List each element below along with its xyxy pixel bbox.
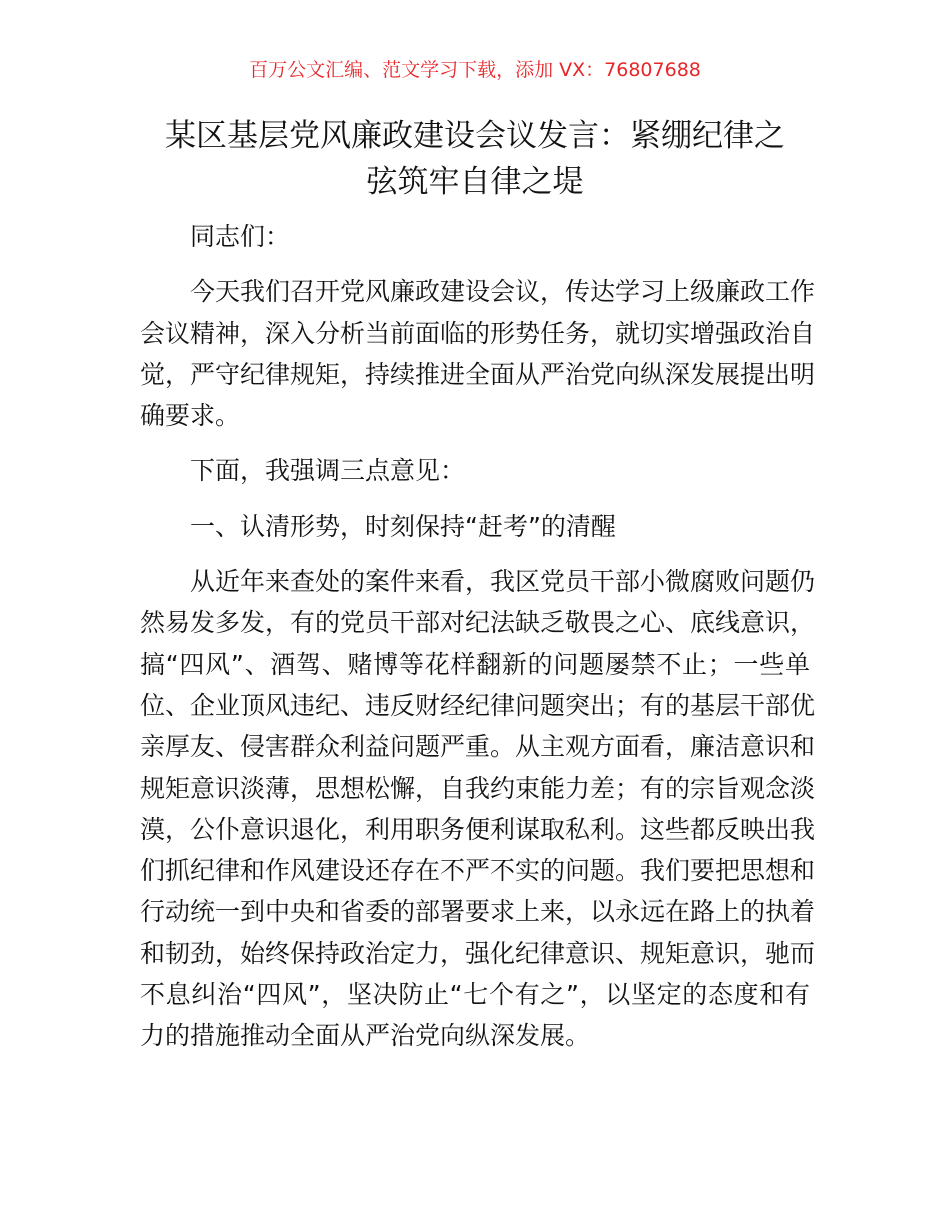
paragraph-line: 和韧劲，始终保持政治定力，强化纪律意识、规矩意识，驰而 [140, 938, 816, 968]
paragraph-line: 从近年来查处的案件来看，我区党员干部小微腐败问题仍 [190, 567, 816, 597]
paragraph-line: 规矩意识淡薄，思想松懈，自我约束能力差；有的宗旨观念淡 [140, 773, 816, 803]
document-title [100, 113, 850, 205]
paragraph-line: 然易发多发，有的党员干部对纪法缺乏敬畏之心、底线意识， [140, 608, 816, 638]
paragraph [140, 216, 810, 257]
title-line: 弦筑牢自律之堤 [366, 164, 584, 200]
watermark-banner: 百万公文汇编、范文学习下载，添加 VX：76807688 [249, 59, 701, 81]
paragraph-line: 不息纠治“四风”，坚决防止“七个有之”，以坚定的态度和有 [140, 980, 810, 1010]
paragraph-line: 搞“四风”、酒驾、赌博等花样翻新的问题屡禁不止；一些单 [140, 649, 810, 679]
paragraph-line: 同志们： [190, 222, 291, 251]
paragraph-line: 位、企业顶风违纪、违反财经纪律问题突出；有的基层干部优 [140, 690, 816, 720]
paragraph [140, 450, 810, 491]
document-body [140, 216, 816, 1071]
paragraph-line: 下面，我强调三点意见： [190, 456, 466, 486]
paragraph-line: 亲厚友、侵害群众利益问题严重。从主观方面看，廉洁意识和 [140, 732, 816, 762]
paragraph-line: 行动统一到中央和省委的部署要求上来，以永远在路上的执着 [140, 897, 816, 927]
paragraph-line: 今天我们召开党风廉政建设会议，传达学习上级廉政工作 [190, 277, 816, 307]
paragraph-line: 觉，严守纪律规矩，持续推进全面从严治党向纵深发展提出明 [140, 359, 816, 389]
paragraph [140, 506, 810, 547]
paragraph-line: 漠，公仆意识退化，利用职务便利谋取私利。这些都反映出我 [140, 814, 816, 844]
title-line: 某区基层党风廉政建设会议发言：紧绷纪律之 [165, 118, 785, 154]
paragraph [140, 561, 816, 1057]
paragraph [140, 271, 816, 436]
paragraph-line: 力的措施推动全面从严治党向纵深发展。 [140, 1021, 591, 1051]
paragraph-line: 会议精神，深入分析当前面临的形势任务，就切实增强政治自 [140, 318, 816, 348]
paragraph-line: 一、认清形势，时刻保持“赶考”的清醒 [190, 511, 616, 541]
paragraph-line: 确要求。 [140, 401, 241, 431]
paragraph-line: 们抓纪律和作风建设还存在不严不实的问题。我们要把思想和 [140, 856, 816, 886]
